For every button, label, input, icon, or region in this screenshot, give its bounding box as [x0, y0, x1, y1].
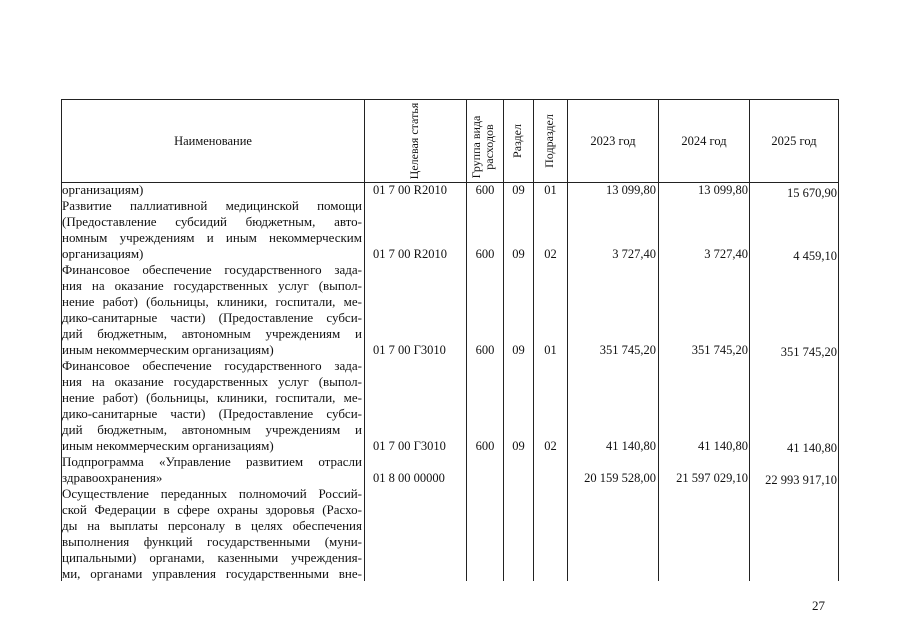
- row-2024: 3 727,40: [704, 247, 748, 261]
- row-target: 01 7 00 R2010: [373, 183, 447, 197]
- row-name: Развитие паллиативной медицинской помощи (Предоставление субсидий бюджетным, авто- номным учреждениям и иным некоммерческим организациям): [62, 198, 362, 262]
- row-2023: 13 099,80: [606, 183, 656, 197]
- row-target: 01 7 00 Г3010: [373, 439, 446, 453]
- row-2024: 351 745,20: [691, 343, 748, 357]
- row-section: 09: [512, 343, 525, 357]
- row-subsection: 02: [544, 439, 557, 453]
- row-section: 09: [512, 439, 525, 453]
- row-target: 01 7 00 Г3010: [373, 343, 446, 357]
- row-subsection: 01: [544, 343, 557, 357]
- header-year-2025: 2025 год: [771, 133, 817, 148]
- column-border: [466, 99, 467, 581]
- column-border: [364, 99, 365, 581]
- row-group: 600: [475, 183, 495, 197]
- row-2025: 351 745,20: [780, 345, 837, 359]
- header-year-2023: 2023 год: [590, 133, 636, 148]
- row-2024: 21 597 029,10: [676, 471, 748, 485]
- row-2023: 3 727,40: [612, 247, 656, 261]
- header-expense-group: Группа вида расходов: [469, 115, 496, 179]
- column-border: [503, 99, 504, 581]
- row-2025: 41 140,80: [787, 441, 837, 455]
- column-border: [533, 99, 534, 581]
- row-name: Финансовое обеспечение государственного зада- ния на оказание государственных услуг (выпол- нение работ) (больницы, клиники, госпитали, ме- дико-санитарные части) (Предоставление субси- дий бюджетным, автономным учреждениям и иным некоммерческим организациям): [62, 358, 362, 454]
- row-2025: 15 670,90: [787, 186, 837, 200]
- row-target: 01 8 00 00000: [373, 471, 445, 485]
- row-subsection: 01: [544, 183, 557, 197]
- header-year-2024: 2024 год: [681, 133, 727, 148]
- row-2023: 351 745,20: [599, 343, 656, 357]
- row-group: 600: [475, 343, 495, 357]
- column-border: [838, 99, 839, 581]
- row-name: Финансовое обеспечение государственного зада- ния на оказание государственных услуг (выпол- нение работ) (больницы, клиники, госпитали, ме- дико-санитарные части) (Предоставление субси- дий бюджетным, автономным учреждениям и иным некоммерческим организациям): [62, 262, 362, 358]
- row-2025: 4 459,10: [793, 249, 837, 263]
- header-name: Наименование: [174, 133, 252, 148]
- row-name: организациям): [62, 182, 144, 197]
- header-subsection: Подраздел: [542, 114, 556, 168]
- row-name: Осуществление переданных полномочий Россий- ской Федерации в сфере охраны здоровья (Расхо- ды на выплаты персоналу в целях обеспечения выполнения функций государственными (муни- ципальными) органами, казенными учреждения- ми, органами управления государственными вне-: [62, 486, 362, 582]
- row-2025: 22 993 917,10: [765, 473, 837, 487]
- row-group: 600: [475, 439, 495, 453]
- page-number: 27: [812, 598, 825, 613]
- header-section: Раздел: [510, 124, 524, 158]
- row-group: 600: [475, 247, 495, 261]
- row-subsection: 02: [544, 247, 557, 261]
- row-section: 09: [512, 183, 525, 197]
- row-section: 09: [512, 247, 525, 261]
- header-target-article: Целевая статья: [407, 102, 421, 180]
- row-target: 01 7 00 R2010: [373, 247, 447, 261]
- row-2023: 41 140,80: [606, 439, 656, 453]
- row-2024: 41 140,80: [698, 439, 748, 453]
- row-2023: 20 159 528,00: [584, 471, 656, 485]
- row-name: Подпрограмма «Управление развитием отрасли здравоохранения»: [62, 454, 362, 486]
- row-2024: 13 099,80: [698, 183, 748, 197]
